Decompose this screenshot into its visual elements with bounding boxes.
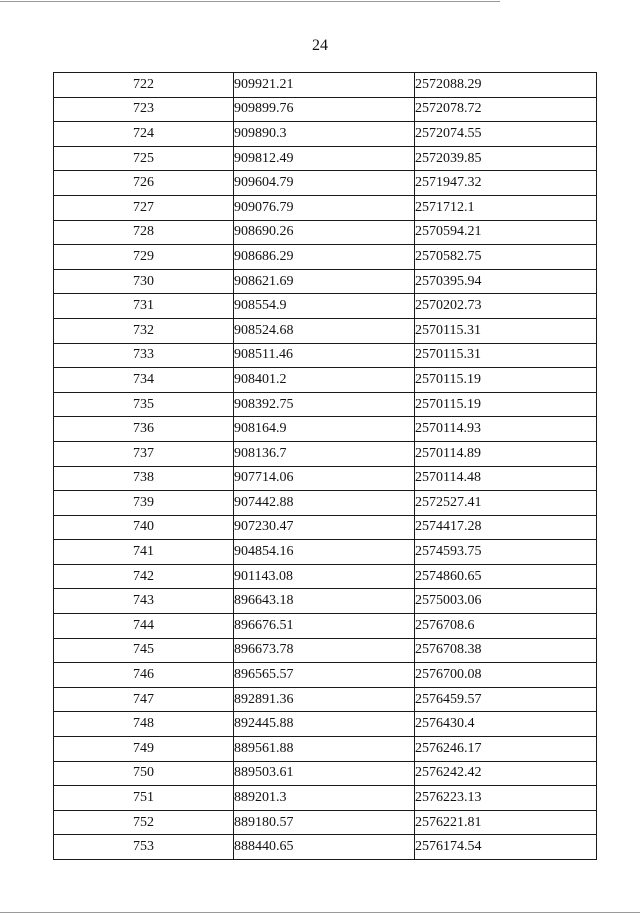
point-number-cell: 726 bbox=[54, 171, 234, 196]
point-number-cell: 740 bbox=[54, 515, 234, 540]
table-row bbox=[54, 417, 597, 442]
point-number-cell: 738 bbox=[54, 466, 234, 491]
x-coordinate-cell: 896565.57 bbox=[234, 663, 415, 688]
scan-edge-top bbox=[0, 1, 500, 2]
y-coordinate-cell: 2576221.81 bbox=[415, 810, 597, 835]
y-coordinate-cell: 2576430.4 bbox=[415, 712, 597, 737]
x-coordinate-cell: 907442.88 bbox=[234, 491, 415, 516]
y-coordinate-cell: 2576708.6 bbox=[415, 614, 597, 639]
x-coordinate-cell: 908401.2 bbox=[234, 368, 415, 393]
point-number-cell: 725 bbox=[54, 146, 234, 171]
y-coordinate-cell: 2570114.89 bbox=[415, 441, 597, 466]
point-number-cell: 750 bbox=[54, 761, 234, 786]
x-coordinate-cell: 889561.88 bbox=[234, 737, 415, 762]
table-row bbox=[54, 392, 597, 417]
y-coordinate-cell: 2574417.28 bbox=[415, 515, 597, 540]
table-row bbox=[54, 195, 597, 220]
y-coordinate-cell: 2576700.08 bbox=[415, 663, 597, 688]
y-coordinate-cell: 2572078.72 bbox=[415, 97, 597, 122]
point-number-cell: 739 bbox=[54, 491, 234, 516]
y-coordinate-cell: 2572527.41 bbox=[415, 491, 597, 516]
x-coordinate-cell: 896676.51 bbox=[234, 614, 415, 639]
point-number-cell: 741 bbox=[54, 540, 234, 565]
y-coordinate-cell: 2570582.75 bbox=[415, 245, 597, 270]
x-coordinate-cell: 892445.88 bbox=[234, 712, 415, 737]
x-coordinate-cell: 909921.21 bbox=[234, 73, 415, 98]
y-coordinate-cell: 2576708.38 bbox=[415, 638, 597, 663]
table-row bbox=[54, 663, 597, 688]
table-row bbox=[54, 638, 597, 663]
x-coordinate-cell: 904854.16 bbox=[234, 540, 415, 565]
y-coordinate-cell: 2570114.48 bbox=[415, 466, 597, 491]
table-row bbox=[54, 441, 597, 466]
point-number-cell: 732 bbox=[54, 318, 234, 343]
x-coordinate-cell: 889201.3 bbox=[234, 786, 415, 811]
table-row bbox=[54, 269, 597, 294]
point-number-cell: 746 bbox=[54, 663, 234, 688]
point-number-cell: 735 bbox=[54, 392, 234, 417]
table-row bbox=[54, 540, 597, 565]
scan-edge-bottom bbox=[0, 912, 640, 913]
y-coordinate-cell: 2571947.32 bbox=[415, 171, 597, 196]
point-number-cell: 745 bbox=[54, 638, 234, 663]
y-coordinate-cell: 2570115.19 bbox=[415, 368, 597, 393]
y-coordinate-cell: 2570115.31 bbox=[415, 343, 597, 368]
y-coordinate-cell: 2572088.29 bbox=[415, 73, 597, 98]
y-coordinate-cell: 2576223.13 bbox=[415, 786, 597, 811]
point-number-cell: 752 bbox=[54, 810, 234, 835]
point-number-cell: 734 bbox=[54, 368, 234, 393]
page-number: 24 bbox=[312, 37, 328, 54]
y-coordinate-cell: 2574593.75 bbox=[415, 540, 597, 565]
table-row bbox=[54, 73, 597, 98]
table-row bbox=[54, 245, 597, 270]
y-coordinate-cell: 2570202.73 bbox=[415, 294, 597, 319]
point-number-cell: 730 bbox=[54, 269, 234, 294]
y-coordinate-cell: 2570115.31 bbox=[415, 318, 597, 343]
point-number-cell: 727 bbox=[54, 195, 234, 220]
table-row bbox=[54, 318, 597, 343]
y-coordinate-cell: 2571712.1 bbox=[415, 195, 597, 220]
point-number-cell: 731 bbox=[54, 294, 234, 319]
table-row bbox=[54, 343, 597, 368]
x-coordinate-cell: 908164.9 bbox=[234, 417, 415, 442]
point-number-cell: 722 bbox=[54, 73, 234, 98]
table-row bbox=[54, 786, 597, 811]
table-row bbox=[54, 171, 597, 196]
table-row bbox=[54, 687, 597, 712]
x-coordinate-cell: 909812.49 bbox=[234, 146, 415, 171]
point-number-cell: 744 bbox=[54, 614, 234, 639]
y-coordinate-cell: 2570395.94 bbox=[415, 269, 597, 294]
x-coordinate-cell: 908524.68 bbox=[234, 318, 415, 343]
y-coordinate-cell: 2572039.85 bbox=[415, 146, 597, 171]
x-coordinate-cell: 909076.79 bbox=[234, 195, 415, 220]
table-row bbox=[54, 589, 597, 614]
x-coordinate-cell: 901143.08 bbox=[234, 564, 415, 589]
x-coordinate-cell: 908621.69 bbox=[234, 269, 415, 294]
x-coordinate-cell: 907230.47 bbox=[234, 515, 415, 540]
point-number-cell: 742 bbox=[54, 564, 234, 589]
point-number-cell: 749 bbox=[54, 737, 234, 762]
table-row bbox=[54, 614, 597, 639]
x-coordinate-cell: 909604.79 bbox=[234, 171, 415, 196]
x-coordinate-cell: 888440.65 bbox=[234, 835, 415, 860]
table-row bbox=[54, 368, 597, 393]
point-number-cell: 733 bbox=[54, 343, 234, 368]
y-coordinate-cell: 2576246.17 bbox=[415, 737, 597, 762]
y-coordinate-cell: 2576174.54 bbox=[415, 835, 597, 860]
point-number-cell: 743 bbox=[54, 589, 234, 614]
table-row bbox=[54, 122, 597, 147]
x-coordinate-cell: 909890.3 bbox=[234, 122, 415, 147]
table-row bbox=[54, 515, 597, 540]
x-coordinate-cell: 908686.29 bbox=[234, 245, 415, 270]
point-number-cell: 723 bbox=[54, 97, 234, 122]
y-coordinate-cell: 2570115.19 bbox=[415, 392, 597, 417]
point-number-cell: 747 bbox=[54, 687, 234, 712]
y-coordinate-cell: 2570594.21 bbox=[415, 220, 597, 245]
point-number-cell: 729 bbox=[54, 245, 234, 270]
y-coordinate-cell: 2574860.65 bbox=[415, 564, 597, 589]
table-row bbox=[54, 220, 597, 245]
table-row bbox=[54, 761, 597, 786]
point-number-cell: 753 bbox=[54, 835, 234, 860]
table-row bbox=[54, 712, 597, 737]
x-coordinate-cell: 909899.76 bbox=[234, 97, 415, 122]
y-coordinate-cell: 2575003.06 bbox=[415, 589, 597, 614]
x-coordinate-cell: 892891.36 bbox=[234, 687, 415, 712]
point-number-cell: 751 bbox=[54, 786, 234, 811]
table-row bbox=[54, 810, 597, 835]
x-coordinate-cell: 889180.57 bbox=[234, 810, 415, 835]
x-coordinate-cell: 896643.18 bbox=[234, 589, 415, 614]
table-row bbox=[54, 146, 597, 171]
x-coordinate-cell: 908392.75 bbox=[234, 392, 415, 417]
x-coordinate-cell: 896673.78 bbox=[234, 638, 415, 663]
table-row bbox=[54, 97, 597, 122]
y-coordinate-cell: 2572074.55 bbox=[415, 122, 597, 147]
x-coordinate-cell: 908511.46 bbox=[234, 343, 415, 368]
y-coordinate-cell: 2576459.57 bbox=[415, 687, 597, 712]
point-number-cell: 748 bbox=[54, 712, 234, 737]
coordinates-table-body bbox=[54, 73, 597, 860]
table-row bbox=[54, 564, 597, 589]
point-number-cell: 736 bbox=[54, 417, 234, 442]
coordinates-table bbox=[53, 72, 597, 860]
table-row bbox=[54, 737, 597, 762]
table-row bbox=[54, 466, 597, 491]
x-coordinate-cell: 908136.7 bbox=[234, 441, 415, 466]
table-row bbox=[54, 491, 597, 516]
x-coordinate-cell: 908554.9 bbox=[234, 294, 415, 319]
x-coordinate-cell: 889503.61 bbox=[234, 761, 415, 786]
y-coordinate-cell: 2570114.93 bbox=[415, 417, 597, 442]
point-number-cell: 724 bbox=[54, 122, 234, 147]
x-coordinate-cell: 907714.06 bbox=[234, 466, 415, 491]
point-number-cell: 737 bbox=[54, 441, 234, 466]
x-coordinate-cell: 908690.26 bbox=[234, 220, 415, 245]
point-number-cell: 728 bbox=[54, 220, 234, 245]
y-coordinate-cell: 2576242.42 bbox=[415, 761, 597, 786]
table-row bbox=[54, 294, 597, 319]
table-row bbox=[54, 835, 597, 860]
